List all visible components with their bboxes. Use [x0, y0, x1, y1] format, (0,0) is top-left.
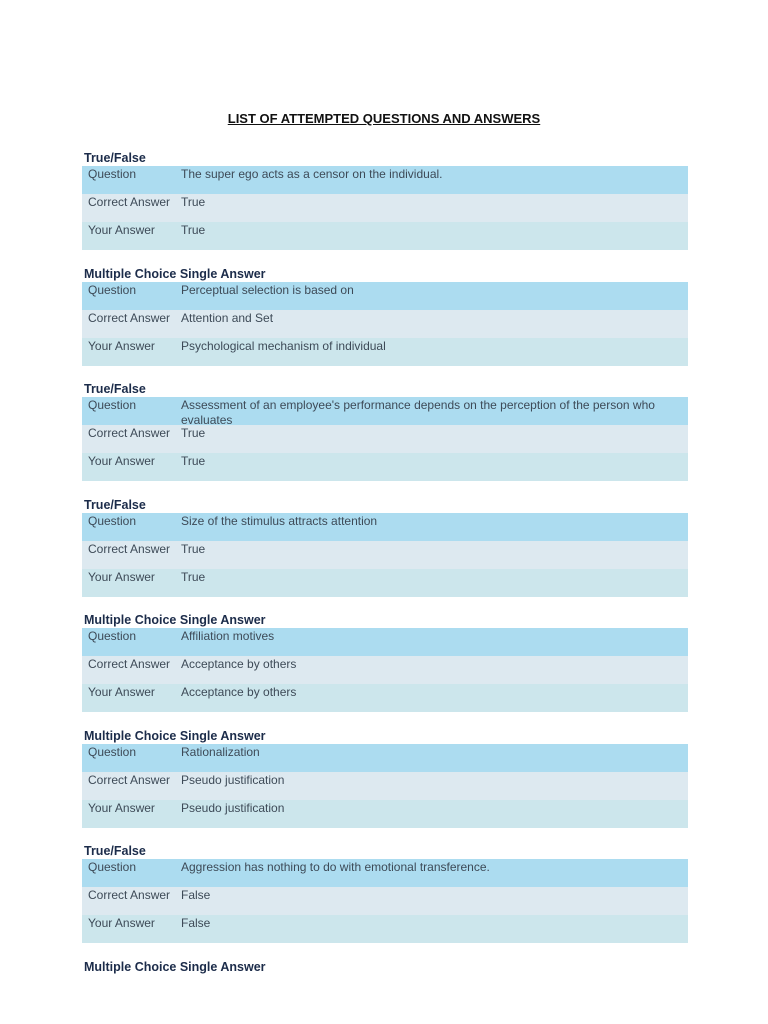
correct-answer-label: Correct Answer	[88, 888, 171, 902]
question-label: Question	[88, 629, 137, 643]
qa-list	[82, 151, 688, 975]
correct-answer-row	[82, 194, 688, 222]
question-type-heading: True/False	[84, 497, 146, 512]
question-text: Perceptual selection is based on	[181, 282, 354, 297]
correct-answer-text: Attention and Set	[181, 310, 274, 325]
your-answer-row	[82, 915, 688, 943]
question-type-heading: True/False	[84, 151, 146, 165]
your-answer-label: Your Answer	[88, 685, 155, 699]
question-row	[82, 513, 688, 541]
correct-answer-text: True	[181, 426, 206, 440]
correct-answer-label: Correct Answer	[88, 195, 171, 209]
qa-block-3	[82, 382, 688, 498]
correct-answer-text: False	[181, 888, 211, 902]
correct-answer-row	[82, 425, 688, 453]
correct-answer-row	[82, 772, 688, 800]
your-answer-row	[82, 800, 688, 828]
your-answer-text: Pseudo justification	[181, 800, 285, 815]
correct-answer-label: Correct Answer	[88, 772, 171, 787]
your-answer-text: False	[181, 916, 211, 930]
question-type-heading-trailing: Multiple Choice Single Answer	[84, 959, 266, 974]
question-label: Question	[88, 860, 137, 874]
correct-answer-text: True	[181, 541, 206, 556]
your-answer-label: Your Answer	[88, 916, 155, 930]
correct-answer-text: True	[181, 195, 206, 209]
qa-block-4	[82, 498, 688, 614]
correct-answer-label: Correct Answer	[88, 657, 171, 671]
question-type-heading: True/False	[84, 382, 146, 396]
qa-block-6	[82, 729, 688, 845]
question-label: Question	[88, 513, 137, 528]
question-row	[82, 628, 688, 656]
question-type-heading: Multiple Choice Single Answer	[84, 728, 266, 743]
correct-answer-row	[82, 656, 688, 684]
correct-answer-text: Pseudo justification	[181, 772, 285, 787]
question-type-heading: Multiple Choice Single Answer	[84, 266, 266, 281]
qa-block-7	[82, 844, 688, 960]
correct-answer-label: Correct Answer	[88, 541, 171, 556]
question-text: Assessment of an employee's performance depends on the perception of the person who evaluates	[181, 398, 655, 427]
question-text: Affiliation motives	[181, 629, 275, 643]
your-answer-text: Acceptance by others	[181, 685, 297, 699]
your-answer-label: Your Answer	[88, 223, 155, 237]
page-title: LIST OF ATTEMPTED QUESTIONS AND ANSWERS	[227, 111, 541, 126]
correct-answer-row	[82, 310, 688, 338]
question-label: Question	[88, 398, 137, 412]
question-text: Size of the stimulus attracts attention	[181, 513, 378, 528]
question-label: Question	[88, 167, 137, 181]
correct-answer-row	[82, 541, 688, 569]
question-row	[82, 859, 688, 887]
correct-answer-row	[82, 887, 688, 915]
your-answer-label: Your Answer	[88, 800, 155, 815]
your-answer-text: True	[181, 454, 206, 468]
question-text: Aggression has nothing to do with emotional transference.	[181, 860, 490, 874]
your-answer-row	[82, 684, 688, 712]
qa-block-2	[82, 267, 688, 383]
your-answer-row	[82, 453, 688, 481]
correct-answer-label: Correct Answer	[88, 426, 171, 440]
question-text: The super ego acts as a censor on the individual.	[181, 167, 443, 181]
question-row	[82, 744, 688, 772]
question-row	[82, 282, 688, 310]
your-answer-label: Your Answer	[88, 569, 155, 584]
your-answer-text: True	[181, 569, 206, 584]
correct-answer-label: Correct Answer	[88, 310, 171, 325]
your-answer-text: Psychological mechanism of individual	[181, 338, 386, 353]
qa-block-5	[82, 613, 688, 729]
correct-answer-text: Acceptance by others	[181, 657, 297, 671]
your-answer-label: Your Answer	[88, 454, 155, 468]
question-row	[82, 397, 688, 425]
question-row	[82, 166, 688, 194]
question-text: Rationalization	[181, 744, 260, 759]
your-answer-row	[82, 569, 688, 597]
question-label: Question	[88, 282, 137, 297]
question-type-heading: Multiple Choice Single Answer	[84, 613, 266, 627]
qa-block-1	[82, 151, 688, 267]
your-answer-text: True	[181, 223, 206, 237]
your-answer-label: Your Answer	[88, 338, 155, 353]
question-label: Question	[88, 744, 137, 759]
your-answer-row	[82, 338, 688, 366]
question-type-heading: True/False	[84, 844, 146, 858]
your-answer-row	[82, 222, 688, 250]
